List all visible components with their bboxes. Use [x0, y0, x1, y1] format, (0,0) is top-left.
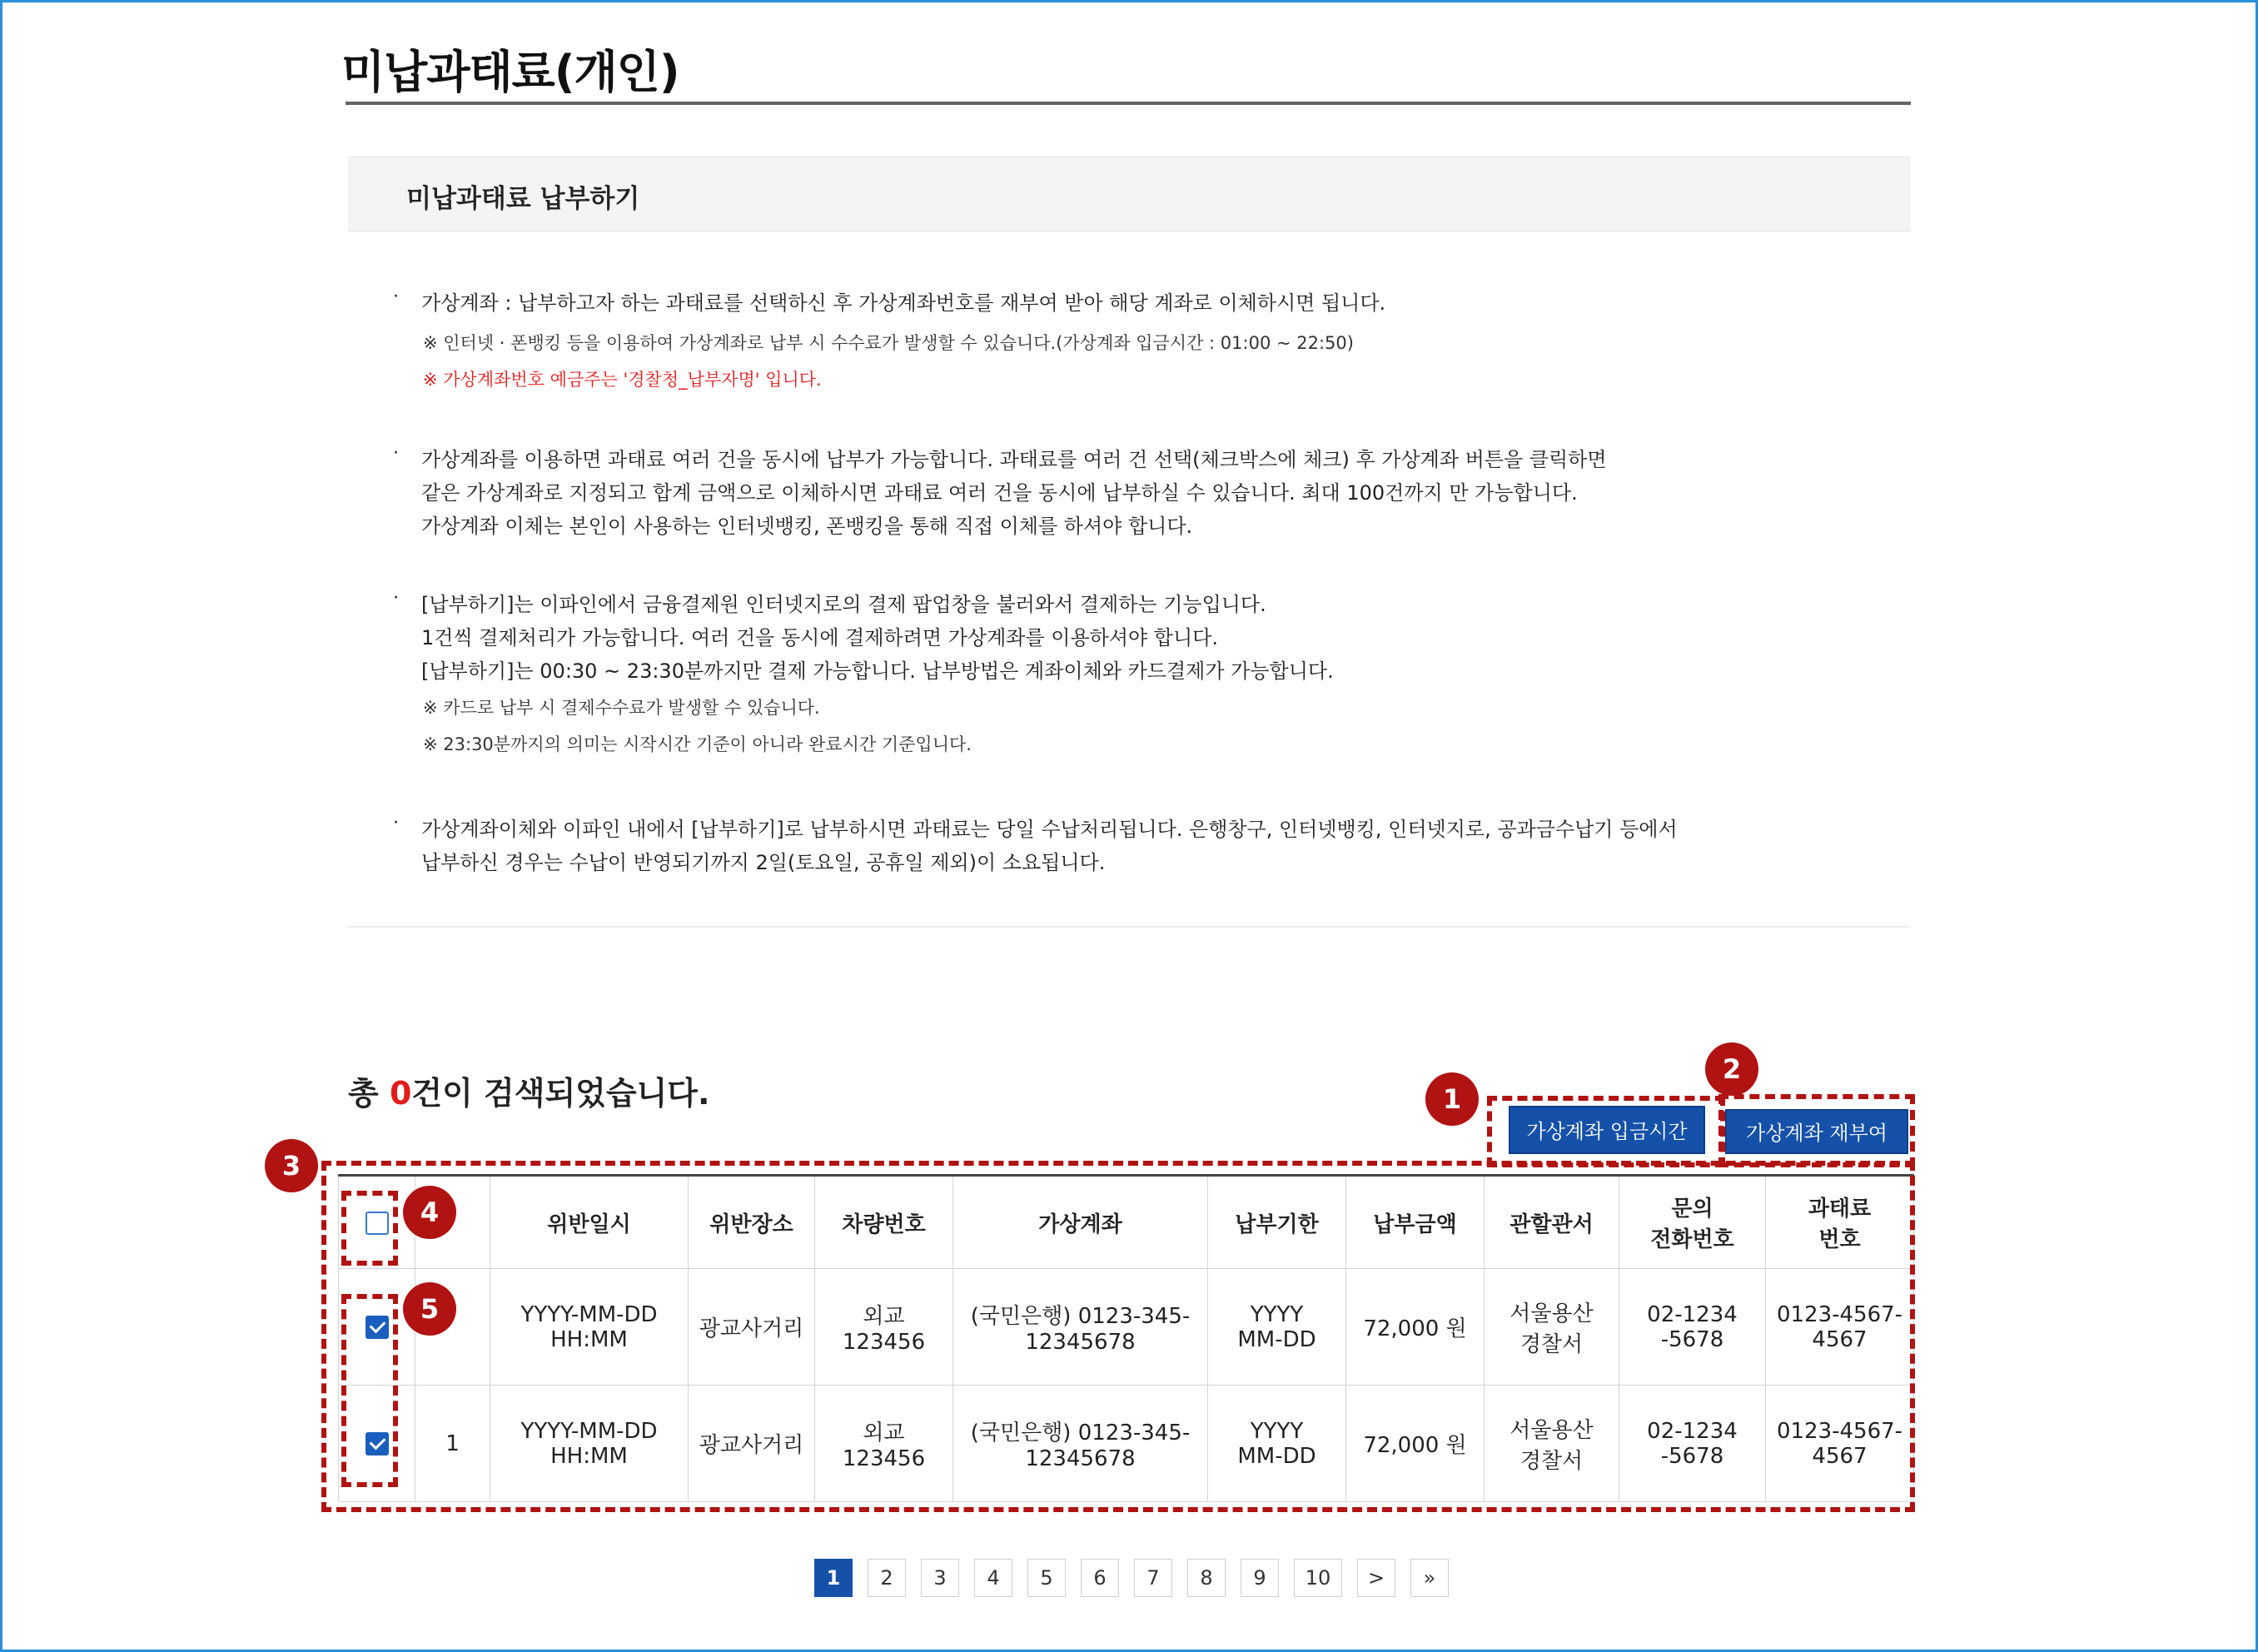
page-4-button[interactable]: 4 [974, 1559, 1012, 1597]
cell-violation-date: YYYY-MM-DD HH:MM [490, 1386, 689, 1502]
cell-office: 서울용산 경찰서 [1485, 1386, 1619, 1502]
result-count-number: 0 [389, 1075, 412, 1112]
callout-3: 3 [265, 1139, 318, 1192]
cell-violation-date: YYYY-MM-DD HH:MM [490, 1269, 689, 1386]
bullet-icon: · [393, 813, 399, 833]
col-virtual-account: 가상계좌 [953, 1176, 1208, 1269]
last-page-button[interactable]: » [1410, 1559, 1449, 1597]
reissue-account-button[interactable]: 가상계좌 재부여 [1725, 1109, 1908, 1154]
pagination [814, 1559, 1449, 1597]
bullet-icon: · [393, 588, 399, 609]
cell-due-date: YYYY MM-DD [1208, 1386, 1346, 1502]
cell-fine-number: 0123-4567- 4567 [1766, 1269, 1914, 1386]
cell-amount: 72,000 원 [1346, 1386, 1485, 1502]
cell-office: 서울용산 경찰서 [1485, 1269, 1619, 1386]
guide-same-day-1: · 가상계좌이체와 이파인 내에서 [납부하기]로 납부하시면 과태료는 당일 수납처리됩니다. 은행창구, 인터넷뱅킹, 인터넷지로, 공과금수납기 등에서 [393, 813, 1678, 841]
page-5-button[interactable]: 5 [1027, 1559, 1066, 1597]
guide-card-fee-note: ※ 카드로 납부 시 결제수수료가 발생할 수 있습니다. [423, 698, 820, 718]
page-3-button[interactable]: 3 [921, 1559, 959, 1597]
callout-box-3 [321, 1161, 1915, 1512]
guide-multi-payment-2: 같은 가상계좌로 지정되고 합계 금액으로 이체하시면 과태료 여러 건을 동시에 납부하실 수 있습니다. 최대 100건까지 만 가능합니다. [421, 481, 1578, 505]
callout-5: 5 [403, 1282, 456, 1336]
cell-due-date: YYYY MM-DD [1208, 1269, 1346, 1386]
guide-multi-payment-1: · 가상계좌를 이용하면 과태료 여러 건을 동시에 납부가 가능합니다. 과태료를 여러 건 선택(체크박스에 체크) 후 가상계좌 버튼을 클릭하면 [393, 443, 1607, 471]
guide-pay-button-3: [납부하기]는 00:30 ~ 23:30분까지만 결제 가능합니다. 납부방법은 계좌이체와 카드결제가 가능합니다. [421, 659, 1334, 683]
cell-violation-place: 광교사거리 [689, 1386, 815, 1502]
guide-virtual-account: · 가상계좌 : 납부하고자 하는 과태료를 선택하신 후 가상계좌번호를 재부여 받아 해당 계좌로 이체하시면 됩니다. [393, 286, 1386, 315]
cell-car-number: 외교 123456 [815, 1269, 953, 1386]
result-count: 총 0건이 검색되었습니다. [348, 1075, 710, 1112]
callout-box-5 [341, 1294, 398, 1487]
guide-divider [348, 926, 1910, 928]
title-divider [346, 102, 1911, 105]
page-9-button[interactable]: 9 [1241, 1559, 1279, 1597]
page-1-button[interactable]: 1 [814, 1559, 853, 1597]
callout-1: 1 [1425, 1072, 1479, 1126]
col-violation-place: 위반장소 [689, 1176, 815, 1269]
guide-pay-button-1: · [납부하기]는 이파인에서 금융결제원 인터넷지로의 결제 팝업창을 불러와서 결제하는 기능입니다. [393, 588, 1266, 616]
callout-box-4 [341, 1191, 398, 1266]
bullet-icon: · [393, 286, 399, 307]
guide-same-day-2: 납부하신 경우는 수납이 반영되기까지 2일(토요일, 공휴일 제외)이 소요됩니다. [421, 851, 1106, 874]
callout-4: 4 [403, 1186, 456, 1239]
page-10-button[interactable]: 10 [1294, 1559, 1342, 1597]
guide-account-holder-warning: ※ 가상계좌번호 예금주는 '경찰청_납부자명' 입니다. [423, 370, 822, 390]
cell-virtual-account: (국민은행) 0123-345- 12345678 [953, 1386, 1208, 1502]
guide-pay-button-2: 1건씩 결제처리가 가능합니다. 여러 건을 동시에 결제하려면 가상계좌를 이용하셔야 합니다. [421, 626, 1218, 649]
cell-phone: 02-1234 -5678 [1619, 1269, 1766, 1386]
next-page-button[interactable]: > [1357, 1559, 1395, 1597]
col-car-number: 차량번호 [815, 1176, 953, 1269]
page-8-button[interactable]: 8 [1187, 1559, 1226, 1597]
guide-time-note: ※ 23:30분까지의 의미는 시작시간 기준이 아니라 완료시간 기준입니다. [423, 734, 972, 754]
page-6-button[interactable]: 6 [1081, 1559, 1119, 1597]
cell-row-number: 1 [415, 1386, 490, 1502]
cell-car-number: 외교 123456 [815, 1386, 953, 1502]
cell-phone: 02-1234 -5678 [1619, 1386, 1766, 1502]
col-office: 관할관서 [1485, 1176, 1619, 1269]
callout-box-2 [1718, 1094, 1915, 1167]
col-phone: 문의 전화번호 [1619, 1176, 1766, 1269]
cell-violation-place: 광교사거리 [689, 1269, 815, 1386]
cell-fine-number: 0123-4567- 4567 [1766, 1386, 1914, 1502]
section-header [348, 157, 1910, 231]
guide-fee-note: ※ 인터넷 · 폰뱅킹 등을 이용하여 가상계좌로 납부 시 수수료가 발생할 수 있습니다.(가상계좌 입금시간 : 01:00 ~ 22:50) [423, 333, 1354, 353]
col-amount: 납부금액 [1346, 1176, 1485, 1269]
cell-amount: 72,000 원 [1346, 1269, 1485, 1386]
page-7-button[interactable]: 7 [1134, 1559, 1172, 1597]
section-title: 미납과태료 납부하기 [406, 184, 640, 214]
guide-multi-payment-3: 가상계좌 이체는 본인이 사용하는 인터넷뱅킹, 폰뱅킹을 통해 직접 이체를 하셔야 합니다. [421, 515, 1193, 538]
col-due-date: 납부기한 [1208, 1176, 1346, 1269]
callout-box-1 [1487, 1096, 1725, 1167]
col-fine-number: 과태료 번호 [1766, 1176, 1914, 1269]
bullet-icon: · [393, 443, 399, 464]
col-violation-date: 위반일시 [490, 1176, 689, 1269]
page-2-button[interactable]: 2 [868, 1559, 906, 1597]
callout-2: 2 [1705, 1042, 1758, 1096]
deposit-time-button[interactable]: 가상계좌 입금시간 [1509, 1106, 1705, 1154]
cell-virtual-account: (국민은행) 0123-345- 12345678 [953, 1269, 1208, 1386]
page-title: 미납과태료(개인) [341, 46, 679, 98]
